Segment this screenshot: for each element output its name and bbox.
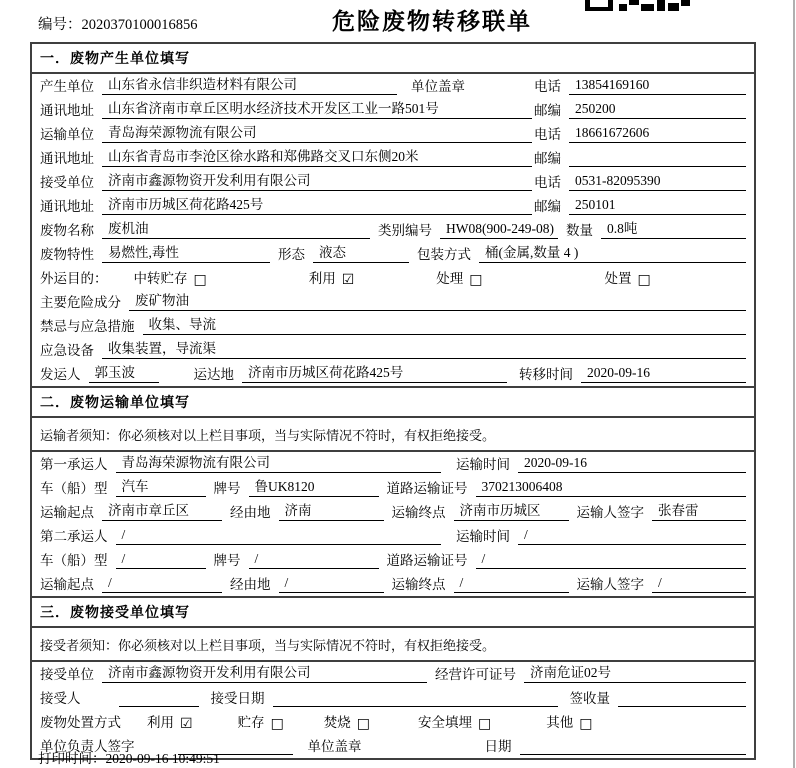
origin2-value: / [102,575,222,593]
zip-label: 邮编 [534,199,561,214]
receiver-address-value: 济南市历城区荷花路425号 [102,193,532,215]
receiver-notice: 接受者须知：你必须核对以上栏目事项，当与实际情况不符时，有权拒绝接受。 [32,628,754,662]
receiver-address-row [32,194,754,218]
equipment-row [32,338,754,362]
disposal-option-storage [238,711,284,731]
option-label: 处置 [604,271,632,286]
waste-trait-row [32,242,754,266]
shipper-label: 发运人 [40,367,81,382]
checkbox-icon[interactable]: □ [637,272,651,288]
zip-label: 邮编 [534,103,561,118]
section1-header: 一．废物产生单位填写 [32,44,754,74]
serial-value: 2020370100016856 [81,17,198,33]
print-time [38,747,220,767]
accept-unit-value: 济南市鑫源物资开发利用有限公司 [102,661,427,683]
disposal-row [32,710,754,734]
date-label: 日期 [484,739,512,754]
qr-code-fragment [585,0,693,11]
via-label: 经由地 [230,505,271,520]
option-label: 处理 [436,271,464,286]
transporter-zip-value [569,152,746,167]
shipper-row [32,362,754,386]
purpose-option-treat [436,267,482,287]
route1-row [32,500,754,524]
sign-qty-label: 签收量 [569,691,610,706]
purpose-option-dispose [605,267,651,287]
plate1-value: 鲁UK8120 [249,475,379,497]
destination-value: 济南市历城区荷花路425号 [242,361,507,383]
acceptor-row [32,686,754,710]
terminus2-value: / [454,575,569,593]
carrier-sign-label: 运输人签字 [576,505,644,520]
shipper-value: 郭玉波 [89,361,159,383]
receiver-label: 接受单位 [40,175,94,190]
vehicle-type-label: 车（船）型 [40,481,108,496]
purpose-option-utilize [309,267,355,287]
transporter-notice: 运输者须知：你必须核对以上栏目事项，当与实际情况不符时，有权拒绝接受。 [32,418,754,452]
vehicle1-row [32,476,754,500]
accept-date-label: 接受日期 [210,691,265,706]
equipment-label: 应急设备 [40,343,94,358]
transfer-time-value: 2020-09-16 [581,365,746,383]
origin-label: 运输起点 [40,577,94,592]
transport-time-label: 运输时间 [456,457,510,472]
terminus1-value: 济南市历城区 [454,499,569,521]
license1-value: 370213006408 [476,479,747,497]
terminus-label: 运输终点 [391,577,446,592]
carrier1-row [32,452,754,476]
address-label: 通讯地址 [40,103,94,118]
taboo-row [32,314,754,338]
road-license-label: 道路运输证号 [386,481,468,496]
receiver-phone-value: 0531-82095390 [569,173,746,191]
accept-unit-label: 接受单位 [40,667,94,682]
option-label: 利用 [308,271,336,286]
carrier2-value: / [116,527,441,545]
trait-label: 废物特性 [40,247,94,262]
disposal-option-utilize [147,711,193,731]
form-value: 液态 [313,241,409,263]
receiver-row [32,170,754,194]
equipment-value: 收集装置，导流渠 [102,337,746,359]
purpose-label: 外运目的： [40,271,108,286]
checkbox-icon[interactable]: □ [270,716,284,732]
producer-zip-value: 250200 [569,101,746,119]
serial-number [38,13,198,34]
origin1-value: 济南市章丘区 [102,499,222,521]
packing-value: 桶(金属,数量 4 ) [479,241,746,263]
destination-label: 运达地 [193,367,234,382]
via2-value: / [279,575,384,593]
phone-label: 电话 [534,127,561,142]
packing-label: 包装方式 [417,247,471,262]
waste-name-row [32,218,754,242]
transporter-address-value: 山东省青岛市李沧区徐水路和郑佛路交叉口东侧20米 [102,145,532,167]
producer-value: 山东省永信非织造材料有限公司 [102,73,397,95]
date-value [520,740,747,755]
taboo-label: 禁忌与应急措施 [40,319,135,334]
transporter-address-row [32,146,754,170]
zip-label: 邮编 [534,151,561,166]
checkbox-icon[interactable]: ☑ [341,272,355,288]
phone-label: 电话 [534,175,561,190]
producer-row [32,74,754,98]
taboo-value: 收集、导流 [143,313,747,335]
via1-value: 济南 [279,499,384,521]
sign-qty-value [618,692,746,707]
transport-time2-value: / [518,527,746,545]
hazard-label: 主要危险成分 [40,295,121,310]
transport-time-label: 运输时间 [456,529,510,544]
hazard-value: 废矿物油 [129,289,746,311]
acceptor-value [119,692,199,707]
option-label: 其他 [546,715,574,730]
purpose-option-transfer-storage [134,267,207,287]
vehicle1-value: 汽车 [116,475,206,497]
plate-label: 牌号 [213,553,241,568]
vehicle2-row [32,548,754,572]
option-label: 中转贮存 [133,271,188,286]
vehicle-type-label: 车（船）型 [40,553,108,568]
sign1-value: 张春雷 [652,499,746,521]
address-label: 通讯地址 [40,151,94,166]
checkbox-icon[interactable]: □ [193,272,207,288]
waste-name-label: 废物名称 [40,223,94,238]
carrier1-label: 第一承运人 [40,457,108,472]
checkbox-icon[interactable]: □ [579,716,593,732]
disposal-option-other [546,711,592,731]
plate2-value: / [249,551,379,569]
license2-value: / [476,551,747,569]
producer-phone-value: 13854169160 [569,77,746,95]
accept-date-value [273,692,558,707]
purpose-row [32,266,754,290]
carrier2-label: 第二承运人 [40,529,108,544]
origin-label: 运输起点 [40,505,94,520]
transporter-label: 运输单位 [40,127,94,142]
category-label: 类别编号 [378,223,432,238]
transporter-row [32,122,754,146]
trait-value: 易燃性,毒性 [102,241,270,263]
waste-name-value: 废机油 [102,217,370,239]
permit-label: 经营许可证号 [435,667,516,682]
plate-label: 牌号 [213,481,241,496]
hazard-row [32,290,754,314]
receiver-zip-value: 250101 [569,197,746,215]
terminus-label: 运输终点 [391,505,446,520]
option-label: 安全填埋 [418,715,473,730]
vehicle2-value: / [116,551,206,569]
accept-unit-row [32,662,754,686]
disposal-option-incinerate [324,711,370,731]
section2-header: 二．废物运输单位填写 [32,386,754,418]
address-label: 通讯地址 [40,199,94,214]
checkbox-icon[interactable]: □ [356,716,371,732]
transporter-phone-value: 18661672606 [569,125,746,143]
transporter-value: 青岛海荣源物流有限公司 [102,121,532,143]
option-label: 贮存 [237,715,265,730]
unit-seal-label: 单位盖章 [411,79,465,94]
transfer-time-label: 转移时间 [519,367,573,382]
phone-label: 电话 [534,79,561,94]
print-time-value: 2020-09-16 10:49:51 [105,751,220,766]
road-license-label: 道路运输证号 [386,553,468,568]
print-time-label: 打印时间： [38,751,106,766]
producer-address-value: 山东省济南市章丘区明水经济技术开发区工业一路501号 [102,97,532,119]
disposal-label: 废物处置方式 [40,715,121,730]
carrier2-row [32,524,754,548]
serial-label: 编号： [38,17,82,33]
leader-sign-label: 单位负责人签字 [40,739,135,754]
window-edge-line [793,0,795,768]
form-label: 形态 [278,247,305,262]
receiver-value: 济南市鑫源物资开发利用有限公司 [102,169,532,191]
manifest-form [30,42,756,760]
permit-value: 济南危证02号 [524,661,746,683]
quantity-value: 0.8吨 [601,217,746,239]
checkbox-icon[interactable]: ☑ [180,716,193,732]
category-value: HW08(900-249-08) [440,221,558,239]
route2-row [32,572,754,596]
disposal-option-landfill [418,711,491,731]
transport-time1-value: 2020-09-16 [518,455,746,473]
sign2-value: / [652,575,746,593]
checkbox-icon[interactable]: □ [469,272,483,288]
checkbox-icon[interactable]: □ [478,716,492,732]
option-label: 焚烧 [323,715,351,730]
quantity-label: 数量 [566,223,593,238]
via-label: 经由地 [230,577,271,592]
option-label: 利用 [147,715,174,730]
acceptor-label: 接受人 [40,691,81,706]
page-title: 危险废物转移联单 [332,8,532,34]
unit-seal-label: 单位盖章 [307,739,362,754]
carrier-sign-label: 运输人签字 [576,577,644,592]
carrier1-value: 青岛海荣源物流有限公司 [116,451,441,473]
producer-address-row [32,98,754,122]
section3-header: 三．废物接受单位填写 [32,596,754,628]
producer-label: 产生单位 [40,79,94,94]
